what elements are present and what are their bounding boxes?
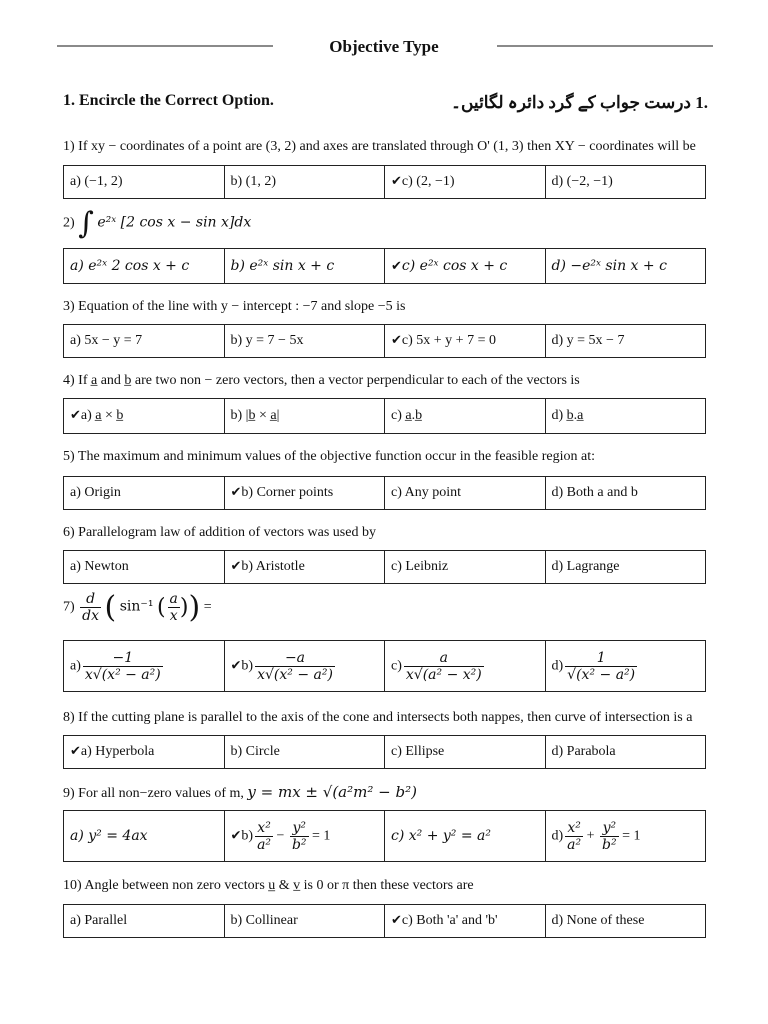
equals-sign: = [203,599,212,615]
integral-sign: ∫ [78,206,94,241]
question-3-options [63,324,706,358]
option-text: a) Origin [70,485,121,500]
option-text: d) Lagrange [551,559,620,574]
option-text: a) Newton [70,559,129,574]
check-icon: ✔ [230,828,242,844]
option-c[interactable] [385,477,546,510]
option-text: b) Corner points [241,485,334,500]
option-text: a) (−1, 2) [70,174,123,189]
option-label: d) [551,828,564,844]
option-text: c) x² + y² = a² [391,827,492,844]
option-fraction [600,820,619,853]
option-c[interactable] [385,811,546,862]
question-7-options [63,640,706,692]
fraction-denominator: x√(x² − a²) [257,666,333,683]
question-5-options [63,476,706,510]
question-4-options [63,398,706,434]
option-b[interactable] [224,641,385,692]
option-d[interactable] [545,811,706,862]
question-10-options [63,904,706,938]
fraction-denominator: x [169,608,178,624]
option-c[interactable] [385,641,546,692]
option-label: c) [391,658,402,674]
check-icon: ✔ [230,485,242,500]
section-title-urdu: .1 درست جواب کے گرد دائرہ لگائیں۔ [451,93,708,112]
question-8-stem: 8) If the cutting plane is parallel to the axis of the cone and intersects both nappes, then curve of intersection is a [63,710,693,725]
option-a[interactable] [64,736,225,769]
question-number: 2) [63,215,75,231]
question-number: 7) [63,599,75,615]
operator: + [586,828,595,844]
option-text: a) y² = 4ax [70,827,148,844]
fraction-denominator: dx [82,608,100,624]
fraction-numerator: x² [565,820,583,837]
option-a[interactable] [64,166,225,199]
option-c[interactable] [385,249,546,284]
fraction-denominator: x√(a² − x²) [405,666,482,683]
fraction-numerator: −a [255,650,335,667]
fraction-numerator: −1 [83,650,163,667]
question-3-stem: 3) Equation of the line with y − intercept : −7 and slope −5 is [63,299,406,314]
option-label: a) [70,658,81,674]
question-expression: e²ˣ [2 cos x − sin x]dx [97,214,252,231]
fraction-numerator: x² [255,820,273,837]
option-label: b) [241,658,254,674]
option-c[interactable] [385,325,546,358]
fraction-denominator: a² [257,836,272,853]
option-c[interactable] [385,399,546,434]
option-text: b) y = 7 − 5x [230,333,304,348]
option-text: c) 5x + y + 7 = 0 [401,333,496,348]
option-fraction [290,820,309,853]
fraction-denominator: x√(x² − a²) [84,666,161,683]
option-d[interactable] [545,905,706,938]
fraction-numerator: a [169,591,178,607]
question-5-stem: 5) The maximum and minimum values of the objective function occur in the feasible region at: [63,449,595,464]
question-9-options [63,810,706,862]
open-paren: ( [156,595,166,620]
check-icon: ✔ [391,258,402,274]
equals-one: = 1 [622,828,641,844]
option-text: c) Leibniz [391,559,449,574]
option-a[interactable] [64,811,225,862]
option-text: c) a̲.b̲ [391,408,423,423]
derivative-operator [80,591,101,624]
fraction-denominator: b² [291,836,307,853]
option-d[interactable] [545,641,706,692]
equals-one: = 1 [312,828,331,844]
question-6-options [63,550,706,584]
check-icon: ✔ [391,174,402,189]
check-icon: ✔ [230,658,242,674]
option-a[interactable] [64,641,225,692]
question-2-stem [63,206,251,241]
option-text: b) Aristotle [241,559,305,574]
page-title: Objective Type [329,37,439,56]
fraction-numerator: d [80,591,101,608]
question-text: 9) For all non−zero values of m, [63,786,248,801]
option-d[interactable] [545,551,706,584]
option-text: c) Any point [391,485,461,500]
fraction-numerator: y² [600,820,619,837]
option-b[interactable] [224,166,385,199]
option-fraction [404,650,484,683]
open-paren: ( [104,590,117,625]
option-d[interactable] [545,325,706,358]
question-8-options [63,735,706,769]
option-b[interactable] [224,249,385,284]
option-text: b) Circle [230,744,280,759]
question-7-stem [63,590,212,625]
check-icon: ✔ [70,744,81,759]
check-icon: ✔ [230,559,242,574]
fraction-denominator: √(x² − a²) [567,666,636,683]
option-c[interactable] [385,166,546,199]
fraction-numerator: a [404,650,484,667]
question-1-options [63,165,706,199]
fraction-denominator: b² [602,836,617,853]
option-text: d) −e²ˣ sin x + c [551,257,667,274]
option-text: a) Hyperbola [80,744,155,759]
fraction-denominator: a² [567,836,582,853]
option-text: c) e²ˣ cos x + c [401,257,508,274]
close-paren: ) [179,595,189,620]
option-text: d) b̲.a̲ [551,408,584,423]
option-text: d) None of these [551,913,645,928]
option-text: d) Parabola [551,744,616,759]
option-text: b) Collinear [230,913,298,928]
option-fraction [255,650,335,683]
question-4-stem: 4) If a̲ and b̲ are two non − zero vectors, then a vector perpendicular to each of the vectors is [63,373,580,388]
option-b[interactable] [224,477,385,510]
fraction-numerator: y² [290,820,309,837]
option-label: b) [241,828,254,844]
option-text: c) (2, −1) [401,174,455,189]
option-text: c) Ellipse [391,744,445,759]
operator: − [276,828,285,844]
option-label: d) [551,658,564,674]
option-text: c) Both 'a' and 'b' [401,913,498,928]
option-b[interactable] [224,736,385,769]
option-text: a) e²ˣ 2 cos x + c [70,257,190,274]
fraction-numerator: 1 [565,650,637,667]
option-text: d) Both a and b [551,485,638,500]
question-9-stem [63,783,417,802]
option-b[interactable] [224,905,385,938]
option-d[interactable] [545,736,706,769]
close-paren: ) [188,590,201,625]
question-6-stem: 6) Parallelogram law of addition of vectors was used by [63,525,376,540]
question-expression: y = mx ± √(a²m² − b²) [247,783,417,801]
option-fraction [565,650,637,683]
option-c[interactable] [385,551,546,584]
option-text: b) |b̲ × a̲| [230,408,280,423]
option-a[interactable] [64,905,225,938]
inverse-sine: sin⁻¹ [119,598,154,615]
option-text: a) 5x − y = 7 [70,333,143,348]
option-text: b) e²ˣ sin x + c [230,257,335,274]
section-title: 1. Encircle the Correct Option. [63,92,274,109]
option-b[interactable] [224,811,385,862]
option-b[interactable] [224,399,385,434]
option-fraction [83,650,163,683]
option-b[interactable] [224,551,385,584]
check-icon: ✔ [70,408,81,423]
inner-fraction [168,591,180,624]
question-1-stem: 1) If xy − coordinates of a point are (3, 2) and axes are translated through O' (1, 3) then XY − coordinates will be [63,139,696,154]
option-a[interactable] [64,477,225,510]
option-text: d) y = 5x − 7 [551,333,625,348]
option-fraction [255,820,273,853]
option-c[interactable] [385,736,546,769]
option-fraction [565,820,583,853]
check-icon: ✔ [391,913,402,928]
option-c[interactable] [385,905,546,938]
option-d[interactable] [545,166,706,199]
check-icon: ✔ [391,333,402,348]
option-d[interactable] [545,399,706,434]
option-d[interactable] [545,477,706,510]
option-a[interactable] [64,325,225,358]
option-a[interactable] [64,399,225,434]
option-a[interactable] [64,249,225,284]
option-text: a) a̲ × b̲ [80,408,124,423]
question-10-stem: 10) Angle between non zero vectors u̲ & v̲ is 0 or π then these vectors are [63,878,474,893]
option-d[interactable] [545,249,706,284]
option-a[interactable] [64,551,225,584]
option-text: d) (−2, −1) [551,174,613,189]
option-text: a) Parallel [70,913,128,928]
option-text: b) (1, 2) [230,174,276,189]
question-2-options [63,248,706,284]
option-b[interactable] [224,325,385,358]
